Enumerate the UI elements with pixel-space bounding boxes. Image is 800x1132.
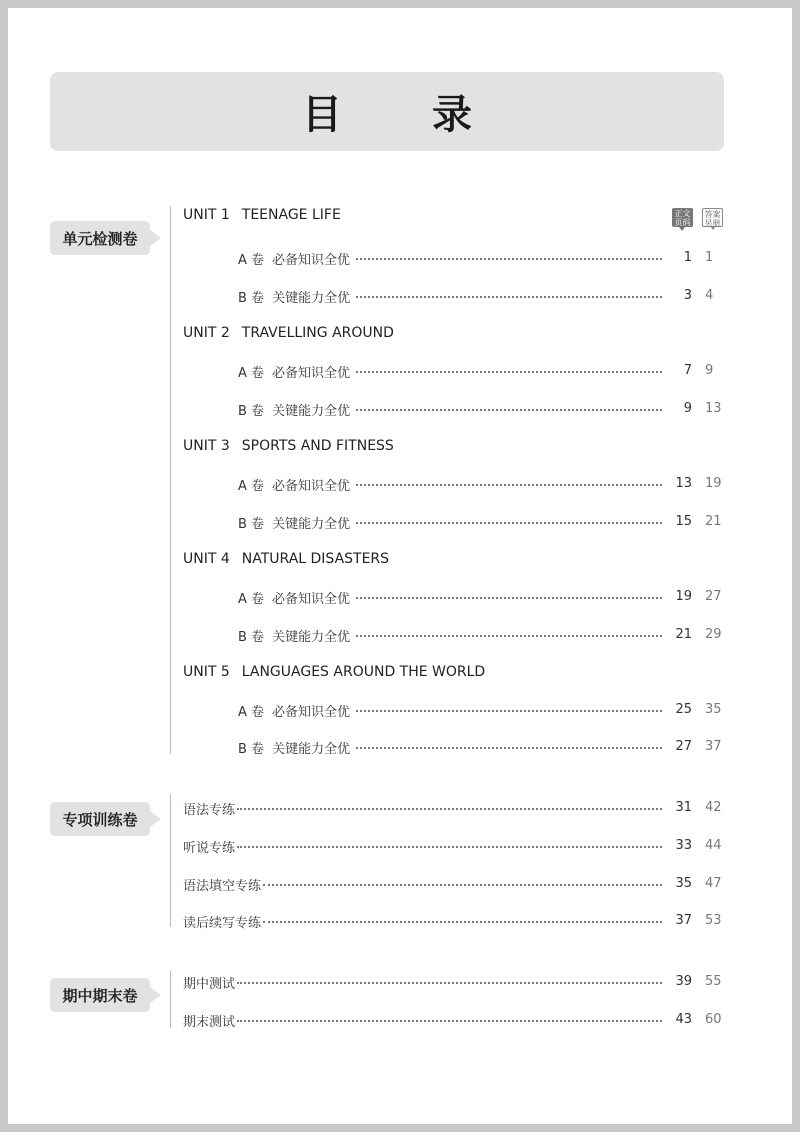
toc-entry[interactable] bbox=[238, 399, 668, 419]
unit-code: UNIT 5 bbox=[183, 664, 230, 680]
section-label-special bbox=[50, 802, 150, 836]
toc-entry[interactable] bbox=[183, 836, 668, 856]
toc-entry[interactable] bbox=[238, 625, 668, 645]
answer-page-number: 60 bbox=[705, 1012, 722, 1027]
answer-page-number: 9 bbox=[705, 363, 714, 378]
entry-title: 期中测试 bbox=[183, 976, 236, 992]
juan-label: B 卷 bbox=[238, 290, 265, 306]
page-number: 43 bbox=[675, 1012, 692, 1027]
leader-dots bbox=[356, 484, 662, 486]
page-number: 15 bbox=[675, 514, 692, 529]
section-label-unit-tests bbox=[50, 221, 150, 255]
answer-page-number: 13 bbox=[705, 401, 722, 416]
section-label-text: 期中期末卷 bbox=[62, 986, 138, 1005]
page-number: 25 bbox=[675, 702, 692, 717]
unit-code: UNIT 1 bbox=[183, 207, 230, 223]
entry-title: 期末测试 bbox=[183, 1014, 236, 1030]
toc-entry[interactable] bbox=[238, 361, 668, 381]
page-number: 7 bbox=[683, 363, 692, 378]
unit-heading[interactable] bbox=[183, 551, 389, 567]
leader-dots bbox=[237, 808, 662, 810]
entry-title: 关键能力全优 bbox=[272, 403, 351, 419]
toc-entry[interactable] bbox=[238, 248, 668, 268]
leader-dots bbox=[237, 982, 662, 984]
page-number: 31 bbox=[675, 800, 692, 815]
unit-name: LANGUAGES AROUND THE WORLD bbox=[241, 664, 486, 680]
juan-label: B 卷 bbox=[238, 403, 265, 419]
entry-title: 语法专练 bbox=[183, 802, 236, 818]
page-number: 27 bbox=[675, 739, 692, 754]
toc-entry[interactable] bbox=[238, 737, 668, 757]
juan-label: A 卷 bbox=[238, 365, 265, 381]
toc-entry[interactable] bbox=[183, 798, 668, 818]
entry-title: 关键能力全优 bbox=[272, 516, 351, 532]
leader-dots bbox=[356, 258, 662, 260]
page-number: 37 bbox=[675, 913, 692, 928]
answer-page-number: 27 bbox=[705, 589, 722, 604]
toc-entry[interactable] bbox=[238, 700, 668, 720]
entry-title: 关键能力全优 bbox=[272, 629, 351, 645]
juan-label: A 卷 bbox=[238, 591, 265, 607]
leader-dots bbox=[237, 1020, 662, 1022]
toc-entry[interactable] bbox=[183, 972, 668, 992]
answer-page-number: 21 bbox=[705, 514, 722, 529]
entry-title: 关键能力全优 bbox=[272, 290, 351, 306]
answer-page-number: 55 bbox=[705, 974, 722, 989]
toc-entry[interactable] bbox=[238, 512, 668, 532]
entry-title: 必备知识全优 bbox=[272, 704, 351, 720]
leader-dots bbox=[263, 884, 662, 886]
answer-page-number: 1 bbox=[705, 250, 714, 265]
entry-title: 读后续写专练 bbox=[183, 915, 262, 931]
entry-title: 必备知识全优 bbox=[272, 365, 351, 381]
leader-dots bbox=[356, 635, 662, 637]
page-number: 13 bbox=[675, 476, 692, 491]
unit-name: TRAVELLING AROUND bbox=[241, 325, 394, 341]
leader-dots bbox=[356, 747, 662, 749]
juan-label: A 卷 bbox=[238, 252, 265, 268]
leader-dots bbox=[237, 846, 662, 848]
juan-label: B 卷 bbox=[238, 741, 265, 757]
answer-page-number: 37 bbox=[705, 739, 722, 754]
title-banner bbox=[50, 72, 724, 151]
unit-heading[interactable] bbox=[183, 325, 394, 341]
toc-entry[interactable] bbox=[238, 286, 668, 306]
section-label-text: 单元检测卷 bbox=[62, 229, 138, 248]
leader-dots bbox=[356, 710, 662, 712]
leader-dots bbox=[356, 522, 662, 524]
toc-entry[interactable] bbox=[183, 911, 668, 931]
juan-label: B 卷 bbox=[238, 629, 265, 645]
toc-entry[interactable] bbox=[183, 874, 668, 894]
answer-page-number: 29 bbox=[705, 627, 722, 642]
entry-title: 必备知识全优 bbox=[272, 252, 351, 268]
answer-page-number: 47 bbox=[705, 876, 722, 891]
unit-code: UNIT 2 bbox=[183, 325, 230, 341]
answer-page-badge-text: 答案 另册 bbox=[704, 210, 721, 228]
leader-dots bbox=[356, 371, 662, 373]
answer-page-badge bbox=[702, 208, 723, 227]
juan-label: A 卷 bbox=[238, 704, 265, 720]
unit-heading[interactable] bbox=[183, 664, 485, 680]
section-divider bbox=[170, 971, 171, 1028]
page-number: 21 bbox=[675, 627, 692, 642]
page-number: 3 bbox=[683, 288, 692, 303]
juan-label: B 卷 bbox=[238, 516, 265, 532]
leader-dots bbox=[263, 921, 662, 923]
page-number: 1 bbox=[683, 250, 692, 265]
page-number: 9 bbox=[683, 401, 692, 416]
section-label-exams bbox=[50, 978, 150, 1012]
toc-entry[interactable] bbox=[183, 1010, 668, 1030]
main-page-badge bbox=[672, 208, 693, 227]
answer-page-number: 42 bbox=[705, 800, 722, 815]
answer-page-number: 4 bbox=[705, 288, 714, 303]
entry-title: 必备知识全优 bbox=[272, 591, 351, 607]
entry-title: 语法填空专练 bbox=[183, 878, 262, 894]
unit-name: TEENAGE LIFE bbox=[241, 207, 341, 223]
page-title: 目 录 bbox=[302, 92, 510, 138]
answer-page-number: 19 bbox=[705, 476, 722, 491]
entry-title: 关键能力全优 bbox=[272, 741, 351, 757]
unit-heading[interactable] bbox=[183, 207, 341, 223]
page-number: 39 bbox=[675, 974, 692, 989]
unit-heading[interactable] bbox=[183, 438, 394, 454]
page-number: 19 bbox=[675, 589, 692, 604]
leader-dots bbox=[356, 597, 662, 599]
page-number: 35 bbox=[675, 876, 692, 891]
answer-page-number: 53 bbox=[705, 913, 722, 928]
unit-name: SPORTS AND FITNESS bbox=[241, 438, 394, 454]
juan-label: A 卷 bbox=[238, 478, 265, 494]
toc-entry[interactable] bbox=[238, 474, 668, 494]
answer-page-number: 35 bbox=[705, 702, 722, 717]
page-number: 33 bbox=[675, 838, 692, 853]
unit-code: UNIT 4 bbox=[183, 551, 230, 567]
main-page-badge-text: 正文 页码 bbox=[674, 209, 691, 227]
toc-entry[interactable] bbox=[238, 587, 668, 607]
section-divider bbox=[170, 794, 171, 927]
leader-dots bbox=[356, 296, 662, 298]
unit-name: NATURAL DISASTERS bbox=[241, 551, 390, 567]
leader-dots bbox=[356, 409, 662, 411]
answer-page-number: 44 bbox=[705, 838, 722, 853]
entry-title: 必备知识全优 bbox=[272, 478, 351, 494]
section-label-text: 专项训练卷 bbox=[62, 810, 138, 829]
section-divider bbox=[170, 206, 171, 754]
entry-title: 听说专练 bbox=[183, 840, 236, 856]
toc-page bbox=[8, 8, 792, 1124]
unit-code: UNIT 3 bbox=[183, 438, 230, 454]
